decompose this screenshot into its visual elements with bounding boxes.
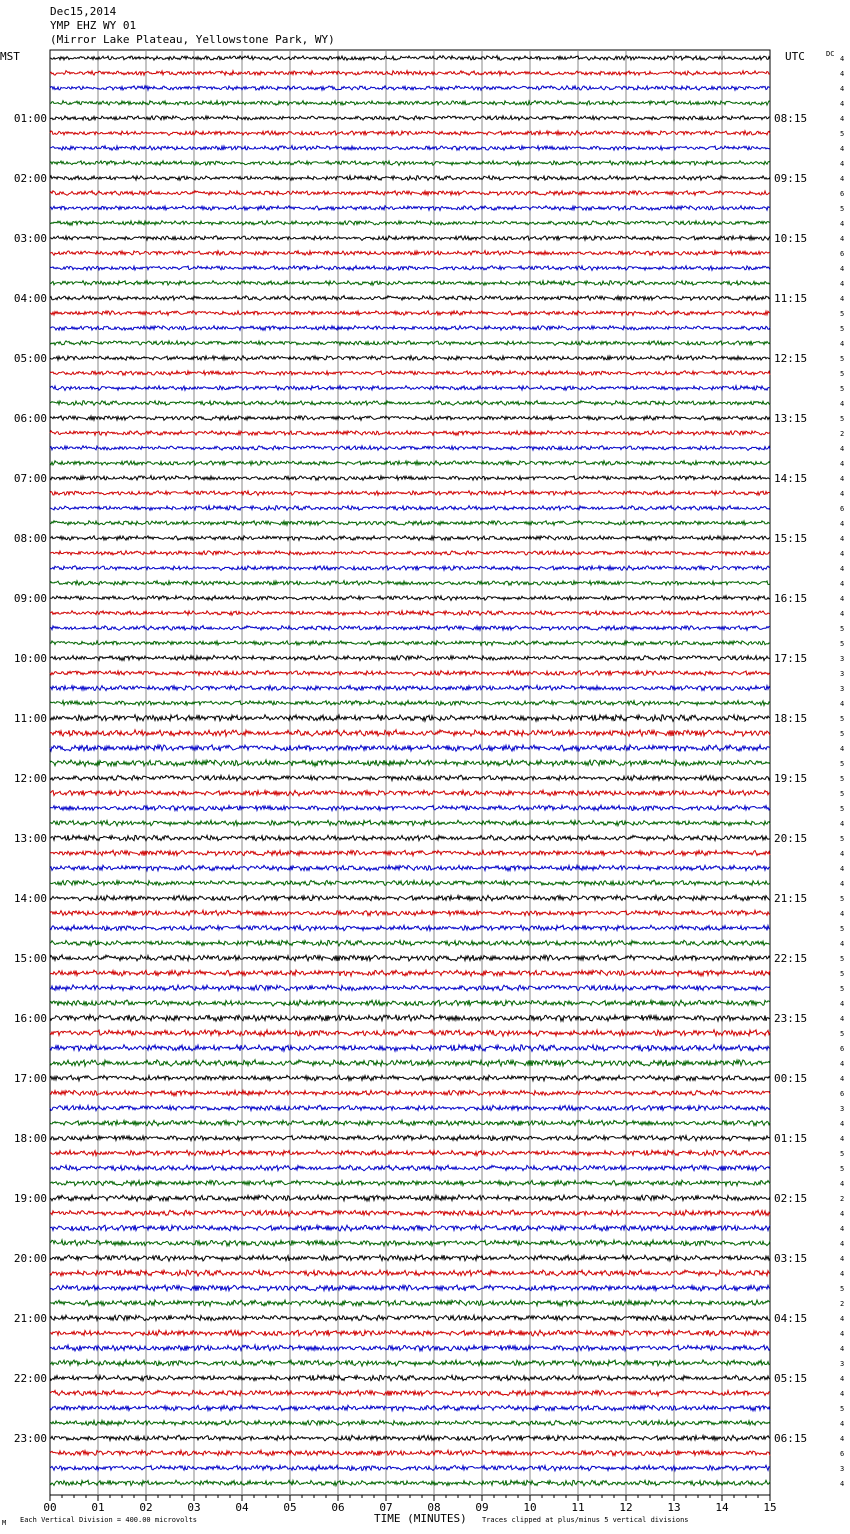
seismic-trace [50,1180,770,1186]
x-tick-label: 08 [427,1501,441,1514]
seismic-trace [50,281,770,286]
seismic-trace [50,1480,770,1486]
dc-offset-label: 5 [840,370,845,378]
seismic-trace [50,1150,770,1156]
seismic-trace [50,176,770,181]
mst-hour-label: 15:00 [13,952,47,965]
mst-hour-label: 07:00 [13,472,47,485]
seismic-trace [50,910,770,915]
dc-offset-label: 4 [840,1240,845,1248]
dc-offset-label: 6 [840,250,845,258]
dc-offset-label: 4 [840,1060,845,1068]
utc-hour-label: 02:15 [774,1192,808,1205]
seismic-trace [50,850,770,856]
dc-offset-label: 5 [840,310,845,318]
dc-offset-label: 5 [840,760,845,768]
dc-offset-label: 5 [840,325,845,333]
x-axis-title: TIME (MINUTES) [374,1512,467,1525]
seismic-trace [50,611,770,616]
mst-hour-label: 20:00 [13,1252,47,1265]
mst-hour-label: 23:00 [13,1432,47,1445]
utc-hour-label: 16:15 [774,592,808,605]
seismic-trace [50,1240,770,1246]
mst-hour-label: 14:00 [13,892,47,905]
utc-hour-label: 17:15 [774,652,808,665]
seismic-trace [50,71,770,76]
dc-offset-label: 4 [840,880,845,888]
dc-offset-label: 4 [840,235,845,243]
mst-hour-label: 21:00 [13,1312,47,1325]
seismic-trace [50,1285,770,1291]
utc-hour-label: 10:15 [774,232,808,245]
seismic-trace [50,161,770,166]
seismic-trace [50,1300,770,1306]
dc-offset-label: 4 [840,1210,845,1218]
seismic-trace [50,461,770,466]
utc-hour-label: 09:15 [774,172,808,185]
seismic-trace [50,296,770,301]
utc-hour-label: 03:15 [774,1252,808,1265]
dc-offset-label: 6 [840,1090,845,1098]
seismic-trace [50,146,770,151]
seismic-trace [50,1405,770,1411]
seismic-trace [50,970,770,976]
dc-offset-label: 5 [840,970,845,978]
mst-hour-label: 03:00 [13,232,47,245]
mst-hour-label: 04:00 [13,292,47,305]
dc-offset-label: 4 [840,850,845,858]
seismic-trace [50,925,770,931]
mst-hour-label: 05:00 [13,352,47,365]
seismic-trace [50,56,770,61]
seismic-trace [50,221,770,226]
left-timezone-label: MST [0,50,20,63]
dc-offset-label: 4 [840,700,845,708]
dc-offset-label: 4 [840,610,845,618]
x-tick-label: 03 [187,1501,201,1514]
dc-offset-label: 3 [840,1360,845,1368]
dc-offset-label: 4 [840,115,845,123]
utc-hour-label: 19:15 [774,772,808,785]
dc-offset-label: 5 [840,835,845,843]
dc-column-label: DC [826,50,835,58]
utc-hour-label: 01:15 [774,1132,808,1145]
mst-hour-label: 22:00 [13,1372,47,1385]
dc-offset-label: 4 [840,1330,845,1338]
seismic-trace [50,191,770,196]
x-tick-label: 10 [523,1501,537,1514]
seismic-trace [50,101,770,106]
seismic-trace [50,1345,770,1351]
x-tick-label: 06 [331,1501,345,1514]
dc-offset-label: 4 [840,1435,845,1443]
dc-offset-label: 2 [840,1300,845,1308]
utc-hour-label: 20:15 [774,832,808,845]
seismic-trace [50,1435,770,1441]
right-timezone-label: UTC [785,50,805,63]
mst-hour-label: 17:00 [13,1072,47,1085]
x-tick-label: 13 [667,1501,681,1514]
dc-offset-label: 5 [840,715,845,723]
seismic-trace [50,581,770,586]
seismic-trace [50,1120,770,1126]
x-tick-label: 05 [283,1501,297,1514]
dc-offset-label: 4 [840,1225,845,1233]
dc-offset-label: 5 [840,640,845,648]
seismic-trace [50,1090,770,1096]
dc-offset-label: 4 [840,1000,845,1008]
dc-offset-label: 4 [840,460,845,468]
dc-offset-label: 3 [840,1105,845,1113]
seismic-trace [50,626,770,631]
dc-offset-label: 2 [840,1195,845,1203]
seismic-trace [50,835,770,841]
dc-offset-label: 4 [840,595,845,603]
seismic-trace [50,730,770,737]
dc-offset-label: 4 [840,55,845,63]
seismic-trace [50,820,770,826]
mst-hour-label: 19:00 [13,1192,47,1205]
seismic-trace [50,955,770,961]
dc-offset-label: 5 [840,205,845,213]
seismic-trace [50,341,770,346]
dc-offset-label: 4 [840,820,845,828]
utc-hour-label: 12:15 [774,352,808,365]
dc-offset-label: 5 [840,415,845,423]
mst-hour-label: 09:00 [13,592,47,605]
seismic-trace [50,685,770,690]
dc-offset-label: 4 [840,1345,845,1353]
dc-offset-label: 4 [840,490,845,498]
dc-offset-label: 5 [840,1150,845,1158]
corner-mark: M [2,1519,7,1527]
mst-hour-label: 06:00 [13,412,47,425]
dc-offset-label: 4 [840,940,845,948]
mst-hour-label: 16:00 [13,1012,47,1025]
seismic-trace [50,790,770,796]
seismic-trace [50,1315,770,1321]
seismic-trace [50,760,770,767]
dc-offset-label: 4 [840,340,845,348]
dc-offset-label: 5 [840,385,845,393]
dc-offset-label: 4 [840,580,845,588]
utc-hour-label: 18:15 [774,712,808,725]
seismic-trace [50,1255,770,1261]
dc-offset-label: 4 [840,100,845,108]
dc-offset-label: 4 [840,1015,845,1023]
dc-offset-label: 5 [840,730,845,738]
x-tick-label: 00 [43,1501,57,1514]
dc-offset-label: 5 [840,985,845,993]
dc-offset-label: 4 [840,865,845,873]
mst-hour-label: 01:00 [13,112,47,125]
dc-offset-label: 4 [840,1270,845,1278]
dc-offset-label: 5 [840,1405,845,1413]
utc-hour-label: 21:15 [774,892,808,905]
dc-offset-label: 4 [840,220,845,228]
dc-offset-label: 4 [840,145,845,153]
seismic-trace [50,506,770,511]
seismic-trace [50,1210,770,1216]
seismic-trace [50,1195,770,1201]
dc-offset-label: 5 [840,1030,845,1038]
seismic-trace [50,1165,770,1171]
seismic-trace [50,1105,770,1111]
seismic-trace [50,895,770,901]
dc-offset-label: 4 [840,550,845,558]
seismic-trace [50,116,770,121]
dc-offset-label: 4 [840,1075,845,1083]
dc-offset-label: 4 [840,1420,845,1428]
seismic-trace [50,641,770,646]
seismic-trace [50,266,770,271]
seismic-trace [50,371,770,375]
dc-offset-label: 5 [840,955,845,963]
x-tick-label: 14 [715,1501,729,1514]
x-tick-label: 15 [763,1501,777,1514]
dc-offset-label: 4 [840,265,845,273]
seismic-trace [50,865,770,871]
station-label: YMP EHZ WY 01 [50,19,137,32]
utc-hour-label: 23:15 [774,1012,808,1025]
dc-offset-label: 4 [840,400,845,408]
seismic-trace [50,446,770,451]
seismic-trace [50,1375,770,1381]
seismic-trace [50,206,770,211]
dc-offset-label: 3 [840,655,845,663]
utc-hour-label: 04:15 [774,1312,808,1325]
utc-hour-label: 13:15 [774,412,808,425]
seismic-trace [50,386,770,391]
seismic-trace [50,1000,770,1006]
dc-offset-label: 4 [840,175,845,183]
dc-offset-label: 4 [840,1480,845,1488]
seismic-trace [50,1420,770,1426]
x-tick-label: 11 [571,1501,585,1514]
utc-hour-label: 15:15 [774,532,808,545]
seismic-trace [50,491,770,496]
seismic-trace [50,1225,770,1231]
seismic-trace [50,1015,770,1021]
seismic-trace [50,131,770,136]
seismic-trace [50,671,770,676]
dc-offset-label: 4 [840,745,845,753]
mst-hour-label: 08:00 [13,532,47,545]
mst-hour-label: 18:00 [13,1132,47,1145]
utc-hour-label: 14:15 [774,472,808,485]
dc-offset-label: 4 [840,295,845,303]
dc-offset-label: 5 [840,355,845,363]
seismic-trace [50,775,770,781]
dc-offset-label: 3 [840,1465,845,1473]
dc-offset-label: 6 [840,1450,845,1458]
seismic-trace [50,551,770,555]
utc-hour-label: 08:15 [774,112,808,125]
seismic-trace [50,1270,770,1276]
dc-offset-label: 4 [840,1135,845,1143]
seismic-trace [50,1075,770,1081]
utc-hour-label: 05:15 [774,1372,808,1385]
seismic-trace [50,880,770,886]
seismic-trace [50,1465,770,1471]
dc-offset-label: 5 [840,1285,845,1293]
dc-offset-label: 4 [840,535,845,543]
seismic-trace [50,236,770,241]
dc-offset-label: 4 [840,70,845,78]
clip-note: Traces clipped at plus/minus 5 vertical divisions [482,1516,689,1524]
seismic-trace [50,1060,770,1067]
x-tick-label: 02 [139,1501,153,1514]
seismic-trace [50,431,770,436]
dc-offset-label: 4 [840,1180,845,1188]
seismic-trace [50,805,770,810]
dc-offset-label: 6 [840,190,845,198]
mst-hour-label: 02:00 [13,172,47,185]
seismic-trace [50,251,770,256]
dc-offset-label: 6 [840,1045,845,1053]
mst-hour-label: 11:00 [13,712,47,725]
seismic-trace [50,566,770,571]
dc-offset-label: 4 [840,160,845,168]
x-tick-label: 01 [91,1501,105,1514]
location-label: (Mirror Lake Plateau, Yellowstone Park, WY) [50,33,335,46]
dc-offset-label: 5 [840,130,845,138]
x-tick-label: 12 [619,1501,633,1514]
x-tick-label: 04 [235,1501,249,1514]
dc-offset-label: 4 [840,445,845,453]
dc-offset-label: 4 [840,1120,845,1128]
dc-offset-label: 4 [840,1375,845,1383]
seismic-trace [50,356,770,361]
dc-offset-label: 3 [840,685,845,693]
dc-offset-label: 6 [840,505,845,513]
mst-hour-label: 13:00 [13,832,47,845]
dc-offset-label: 5 [840,895,845,903]
dc-offset-label: 5 [840,625,845,633]
dc-offset-label: 3 [840,670,845,678]
dc-offset-label: 4 [840,910,845,918]
dc-offset-label: 4 [840,280,845,288]
dc-offset-label: 2 [840,430,845,438]
seismic-trace [50,401,770,406]
seismic-trace [50,715,770,722]
seismic-trace [50,1330,770,1336]
x-tick-label: 09 [475,1501,489,1514]
dc-offset-label: 4 [840,565,845,573]
utc-hour-label: 00:15 [774,1072,808,1085]
seismic-trace [50,311,770,316]
dc-offset-label: 4 [840,1315,845,1323]
utc-hour-label: 06:15 [774,1432,808,1445]
seismic-trace [50,536,770,541]
seismic-trace [50,416,770,421]
dc-offset-label: 5 [840,790,845,798]
dc-offset-label: 5 [840,775,845,783]
dc-offset-label: 4 [840,520,845,528]
dc-offset-label: 4 [840,1255,845,1263]
seismic-trace [50,985,770,991]
dc-offset-label: 4 [840,475,845,483]
seismic-trace [50,655,770,660]
seismic-trace [50,476,770,481]
utc-hour-label: 11:15 [774,292,808,305]
dc-offset-label: 5 [840,805,845,813]
seismic-trace [50,1360,770,1366]
seismic-trace [50,1390,770,1396]
dc-offset-label: 5 [840,925,845,933]
dc-offset-label: 4 [840,1390,845,1398]
dc-offset-label: 5 [840,1165,845,1173]
date-label: Dec15,2014 [50,5,117,18]
seismic-trace [50,1450,770,1456]
seismic-trace [50,1135,770,1141]
mst-hour-label: 10:00 [13,652,47,665]
seismic-trace [50,940,770,946]
seismic-trace [50,596,770,601]
utc-hour-label: 22:15 [774,952,808,965]
seismic-trace [50,521,770,526]
scale-note: Each Vertical Division = 400.00 microvolts [20,1516,198,1524]
seismic-trace [50,1045,770,1052]
seismic-trace [50,326,770,331]
seismic-trace [50,86,770,91]
mst-hour-label: 12:00 [13,772,47,785]
seismic-trace [50,701,770,706]
dc-offset-label: 4 [840,85,845,93]
x-tick-label: 07 [379,1501,393,1514]
seismic-trace [50,745,770,751]
seismic-trace [50,1030,770,1037]
